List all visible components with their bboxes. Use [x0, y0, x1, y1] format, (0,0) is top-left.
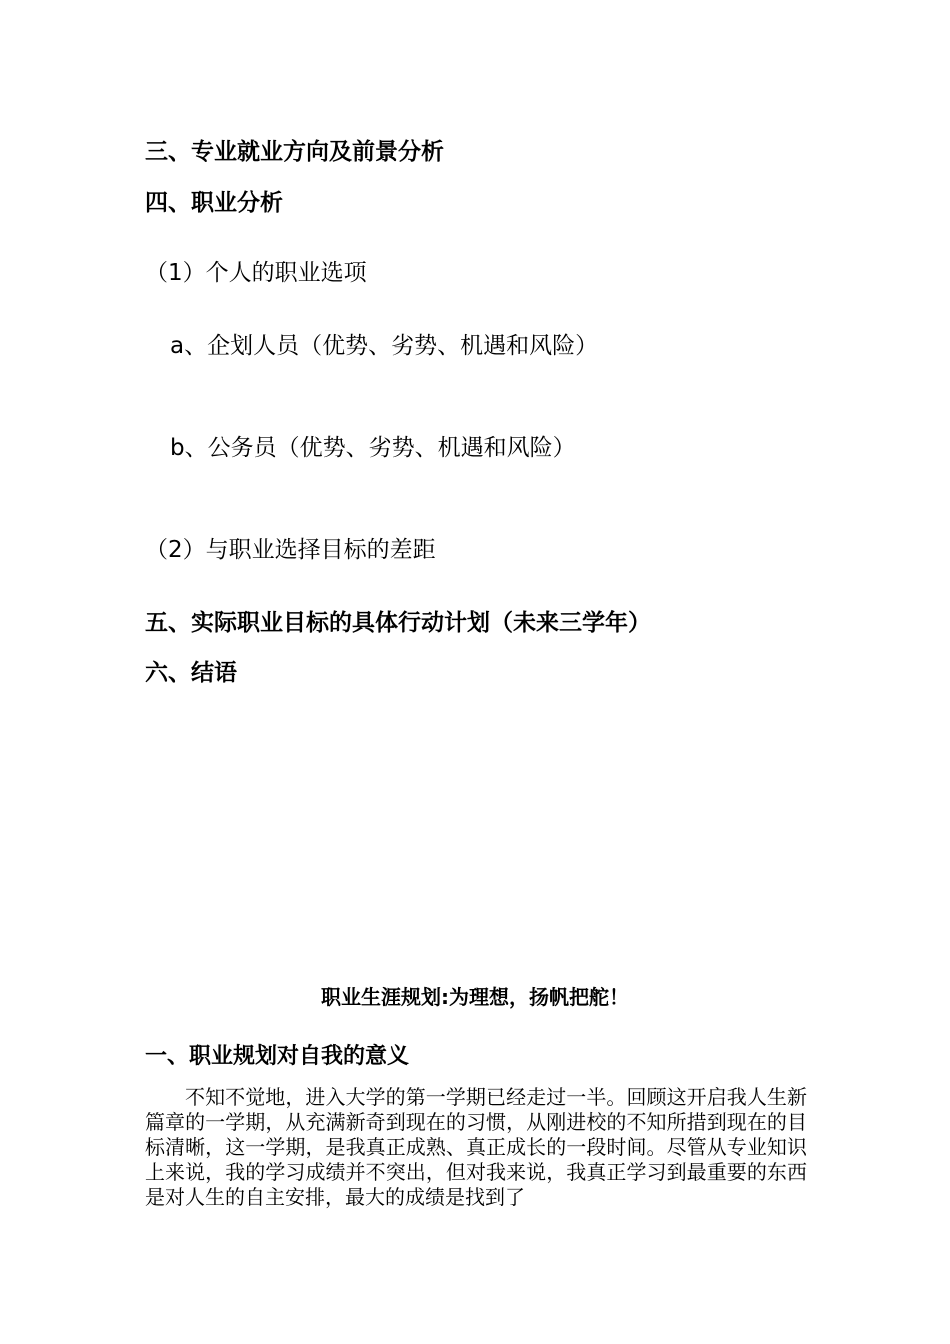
- outline-item-1: （1）个人的职业选项: [145, 260, 367, 286]
- outline-section-6: 六、结语: [145, 660, 237, 686]
- essay-paragraph-1: 不知不觉地，进入大学的第一学期已经走过一半。回顾这开启我人生新篇章的一学期，从充满新奇到现在的习惯，从刚进校的不知所措到现在的目标清晰，这一学期，是我真正成熟、真正成长的一段时间。尽管从专业知识上来说，我的学习成绩并不突出，但对我来说，我真正学习到最重要的东西是对人生的自主安排，最大的成绩是找到了: [145, 1085, 807, 1209]
- essay-heading-1: 一、职业规划对自我的意义: [145, 1044, 410, 1069]
- outline-item-1a: a、企划人员（优势、劣势、机遇和风险）: [170, 333, 599, 359]
- essay-title: 职业生涯规划:为理想，扬帆把舵！: [321, 985, 629, 1009]
- outline-item-2: （2）与职业选择目标的差距: [145, 537, 436, 563]
- outline-section-5: 五、实际职业目标的具体行动计划（未来三学年）: [145, 610, 651, 636]
- outline-section-4: 四、职业分析: [145, 190, 283, 216]
- outline-item-1b: b、公务员（优势、劣势、机遇和风险）: [170, 435, 576, 461]
- outline-section-3: 三、专业就业方向及前景分析: [145, 139, 444, 165]
